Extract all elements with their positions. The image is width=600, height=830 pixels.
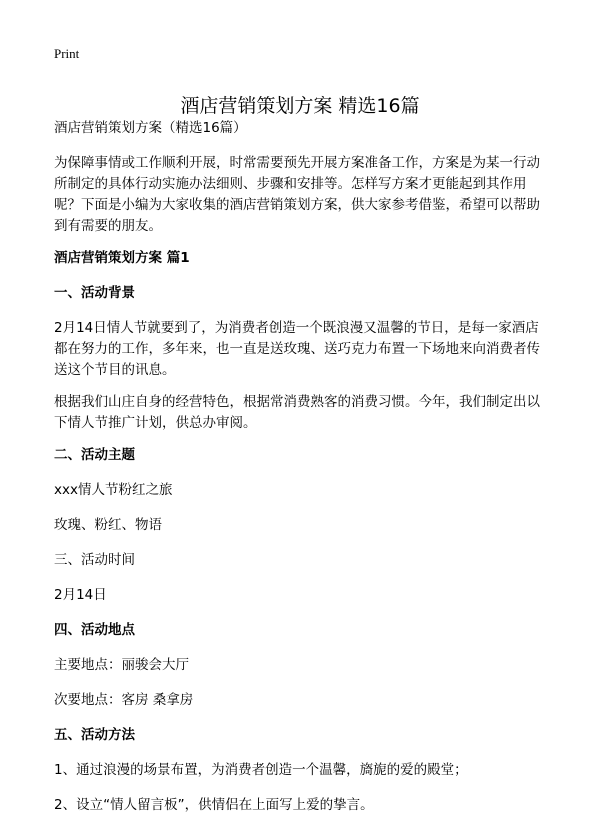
heading-background: 一、活动背景 [54, 285, 135, 301]
heading-time: 三、活动时间 [54, 552, 135, 568]
heading-location: 四、活动地点 [54, 622, 135, 638]
article-body [54, 118, 550, 830]
method-item-2: 2、设立“情人留言板”，供情侣在上面写上爱的挚言。 [54, 797, 374, 813]
background-paragraph-2: 根据我们山庄自身的经营特色，根据常消费熟客的消费习惯。今年，我们制定出以下情人节推广计划，供总办审阅。 [54, 394, 540, 431]
location-main: 主要地点：丽骏会大厅 [54, 657, 189, 673]
background-paragraph-1: 2月14日情人节就要到了，为消费者创造一个既浪漫又温馨的节日，是每一家酒店都在努力的工作，多年来，也一直是送玫瑰、送巧克力布置一下场地来向消费者传送这个节目的讯息。 [54, 320, 540, 378]
heading-method: 五、活动方法 [54, 727, 135, 743]
section-title: 酒店营销策划方案 篇1 [54, 250, 190, 266]
method-item-1: 1、通过浪漫的场景布置，为消费者创造一个温馨，旖旎的爱的殿堂； [54, 762, 468, 778]
page-title: 酒店营销策划方案 精选16篇 [180, 94, 420, 117]
intro-paragraph: 为保障事情或工作顺利开展，时常需要预先开展方案准备工作，方案是为某一行动所制定的具体行动实施办法细则、步骤和安排等。怎样写方案才更能起到其作用呢？下面是小编为大家收集的酒店营销策划方案，供大家参考借鉴，希望可以帮助到有需要的朋友。 [54, 155, 540, 234]
location-secondary: 次要地点：客房 桑拿房 [54, 692, 194, 708]
heading-theme: 二、活动主题 [54, 447, 135, 463]
article-subtitle: 酒店营销策划方案（精选16篇） [54, 120, 247, 136]
print-link[interactable]: Print [54, 46, 80, 61]
theme-line-1: xxx情人节粉红之旅 [54, 482, 173, 498]
theme-line-2: 玫瑰、粉红、物语 [54, 517, 162, 533]
time-value: 2月14日 [54, 587, 107, 603]
